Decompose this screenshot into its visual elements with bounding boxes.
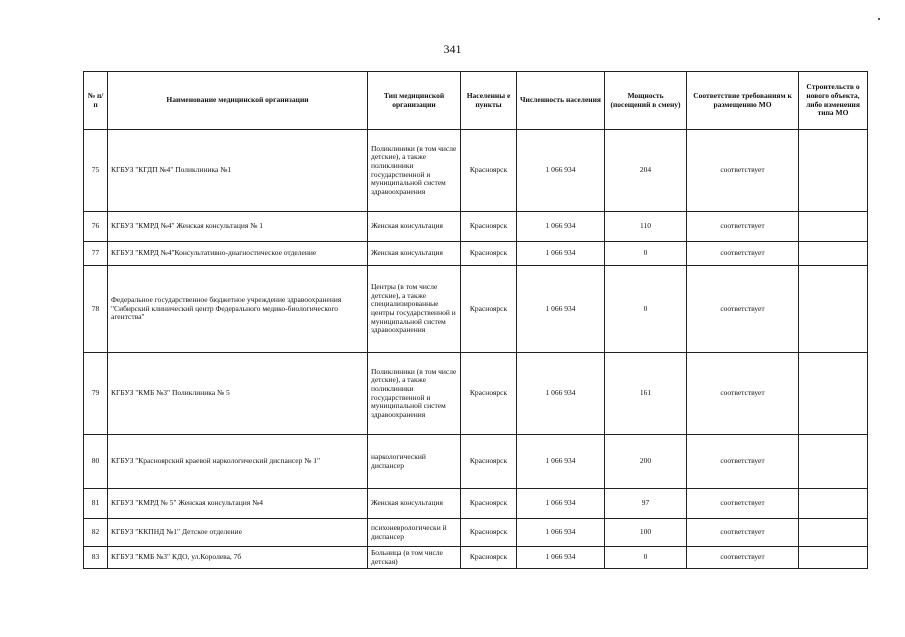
cell-name: КГБУЗ "КГДП №4" Поликлиника №1 xyxy=(108,130,368,212)
cell-num: 83 xyxy=(84,547,108,569)
table-body xyxy=(84,130,868,569)
cell-name: КГБУЗ "КМРД № 5" Женская консультация №4 xyxy=(108,489,368,519)
cell-compliance: соответствует xyxy=(687,242,799,266)
cell-locality: Красноярск xyxy=(461,519,517,547)
table-row xyxy=(84,489,868,519)
cell-type: Больница (в том числе детская) xyxy=(368,547,461,569)
cell-name: КГБУЗ "КМРД №4" Женская консультация № 1 xyxy=(108,212,368,242)
header-locality: Населенны е пункты xyxy=(461,72,517,130)
cell-capacity: 110 xyxy=(605,212,687,242)
cell-type: психоневрологически й диспансер xyxy=(368,519,461,547)
cell-capacity: 100 xyxy=(605,519,687,547)
header-population: Численность населения xyxy=(517,72,605,130)
table-row xyxy=(84,212,868,242)
cell-compliance: соответствует xyxy=(687,547,799,569)
cell-num: 75 xyxy=(84,130,108,212)
cell-population: 1 066 934 xyxy=(517,130,605,212)
cell-construction xyxy=(799,547,868,569)
cell-num: 82 xyxy=(84,519,108,547)
cell-locality: Красноярск xyxy=(461,130,517,212)
cell-type: Женская консультация xyxy=(368,212,461,242)
cell-construction xyxy=(799,519,868,547)
cell-population: 1 066 934 xyxy=(517,266,605,353)
medical-organizations-table xyxy=(83,71,868,569)
header-num: № п/п xyxy=(84,72,108,130)
cell-population: 1 066 934 xyxy=(517,212,605,242)
cell-compliance: соответствует xyxy=(687,435,799,489)
cell-compliance: соответствует xyxy=(687,489,799,519)
cell-type: наркологический диспансер xyxy=(368,435,461,489)
cell-capacity: 0 xyxy=(605,547,687,569)
cell-num: 80 xyxy=(84,435,108,489)
cell-capacity: 161 xyxy=(605,353,687,435)
cell-name: КГБУЗ "КМБ №3" КДО, ул.Королева, 7б xyxy=(108,547,368,569)
cell-population: 1 066 934 xyxy=(517,353,605,435)
cell-locality: Красноярск xyxy=(461,435,517,489)
cell-locality: Красноярск xyxy=(461,353,517,435)
cell-construction xyxy=(799,266,868,353)
cell-locality: Красноярск xyxy=(461,266,517,353)
cell-locality: Красноярск xyxy=(461,547,517,569)
cell-construction xyxy=(799,435,868,489)
cell-type: Женская консультация xyxy=(368,489,461,519)
header-capacity: Мощность (посещений в смену) xyxy=(605,72,687,130)
table-row xyxy=(84,130,868,212)
cell-locality: Красноярск xyxy=(461,489,517,519)
table-row xyxy=(84,435,868,489)
cell-capacity: 97 xyxy=(605,489,687,519)
cell-construction xyxy=(799,242,868,266)
cell-population: 1 066 934 xyxy=(517,489,605,519)
cell-compliance: соответствует xyxy=(687,519,799,547)
cell-capacity: 204 xyxy=(605,130,687,212)
cell-type: Поликлиники (в том числе детские), а также поликлиники государственной и муниципальной систем здравоохранения xyxy=(368,130,461,212)
table-row xyxy=(84,519,868,547)
cell-num: 81 xyxy=(84,489,108,519)
header-compliance: Соответствие требованиям к размещению МО xyxy=(687,72,799,130)
cell-num: 79 xyxy=(84,353,108,435)
cell-num: 78 xyxy=(84,266,108,353)
cell-compliance: соответствует xyxy=(687,266,799,353)
cell-population: 1 066 934 xyxy=(517,242,605,266)
cell-num: 76 xyxy=(84,212,108,242)
cell-population: 1 066 934 xyxy=(517,519,605,547)
cell-construction xyxy=(799,212,868,242)
header-type: Тип медицинской организации xyxy=(368,72,461,130)
cell-construction xyxy=(799,489,868,519)
table-row xyxy=(84,353,868,435)
cell-capacity: 0 xyxy=(605,266,687,353)
cell-population: 1 066 934 xyxy=(517,435,605,489)
cell-compliance: соответствует xyxy=(687,353,799,435)
cell-construction xyxy=(799,130,868,212)
scan-speck xyxy=(878,18,880,20)
cell-type: Женская консультация xyxy=(368,242,461,266)
cell-name: КГБУЗ "Красноярский краевой наркологический диспансер № 1" xyxy=(108,435,368,489)
cell-num: 77 xyxy=(84,242,108,266)
header-construction: Строительств о нового объекта, либо изменения типа МО xyxy=(799,72,868,130)
table-header-row xyxy=(84,72,868,130)
cell-name: КГБУЗ "КМРД №4"Консультативно-диагностическое отделение xyxy=(108,242,368,266)
table-row xyxy=(84,266,868,353)
cell-population: 1 066 934 xyxy=(517,547,605,569)
table-row xyxy=(84,242,868,266)
cell-name: Федеральное государственное бюджетное учреждение здравоохранения "Сибирский клинический центр Федерального медико-биологического агентства" xyxy=(108,266,368,353)
cell-construction xyxy=(799,353,868,435)
cell-type: Поликлиники (в том числе детские), а также поликлиники государственной и муниципальной систем здравоохранения xyxy=(368,353,461,435)
table-row xyxy=(84,547,868,569)
cell-capacity: 200 xyxy=(605,435,687,489)
cell-name: КГБУЗ "КМБ №3" Поликлиника № 5 xyxy=(108,353,368,435)
header-name: Наименование медицинской организации xyxy=(108,72,368,130)
cell-compliance: соответствует xyxy=(687,130,799,212)
cell-name: КГБУЗ "ККПНД №1" Детское отделение xyxy=(108,519,368,547)
cell-capacity: 0 xyxy=(605,242,687,266)
page-number: 341 xyxy=(443,42,462,56)
cell-compliance: соответствует xyxy=(687,212,799,242)
cell-locality: Красноярск xyxy=(461,212,517,242)
cell-locality: Красноярск xyxy=(461,242,517,266)
cell-type: Центры (в том числе детские), а также специализированные центры государственной и муниципальной систем здравоохранения xyxy=(368,266,461,353)
